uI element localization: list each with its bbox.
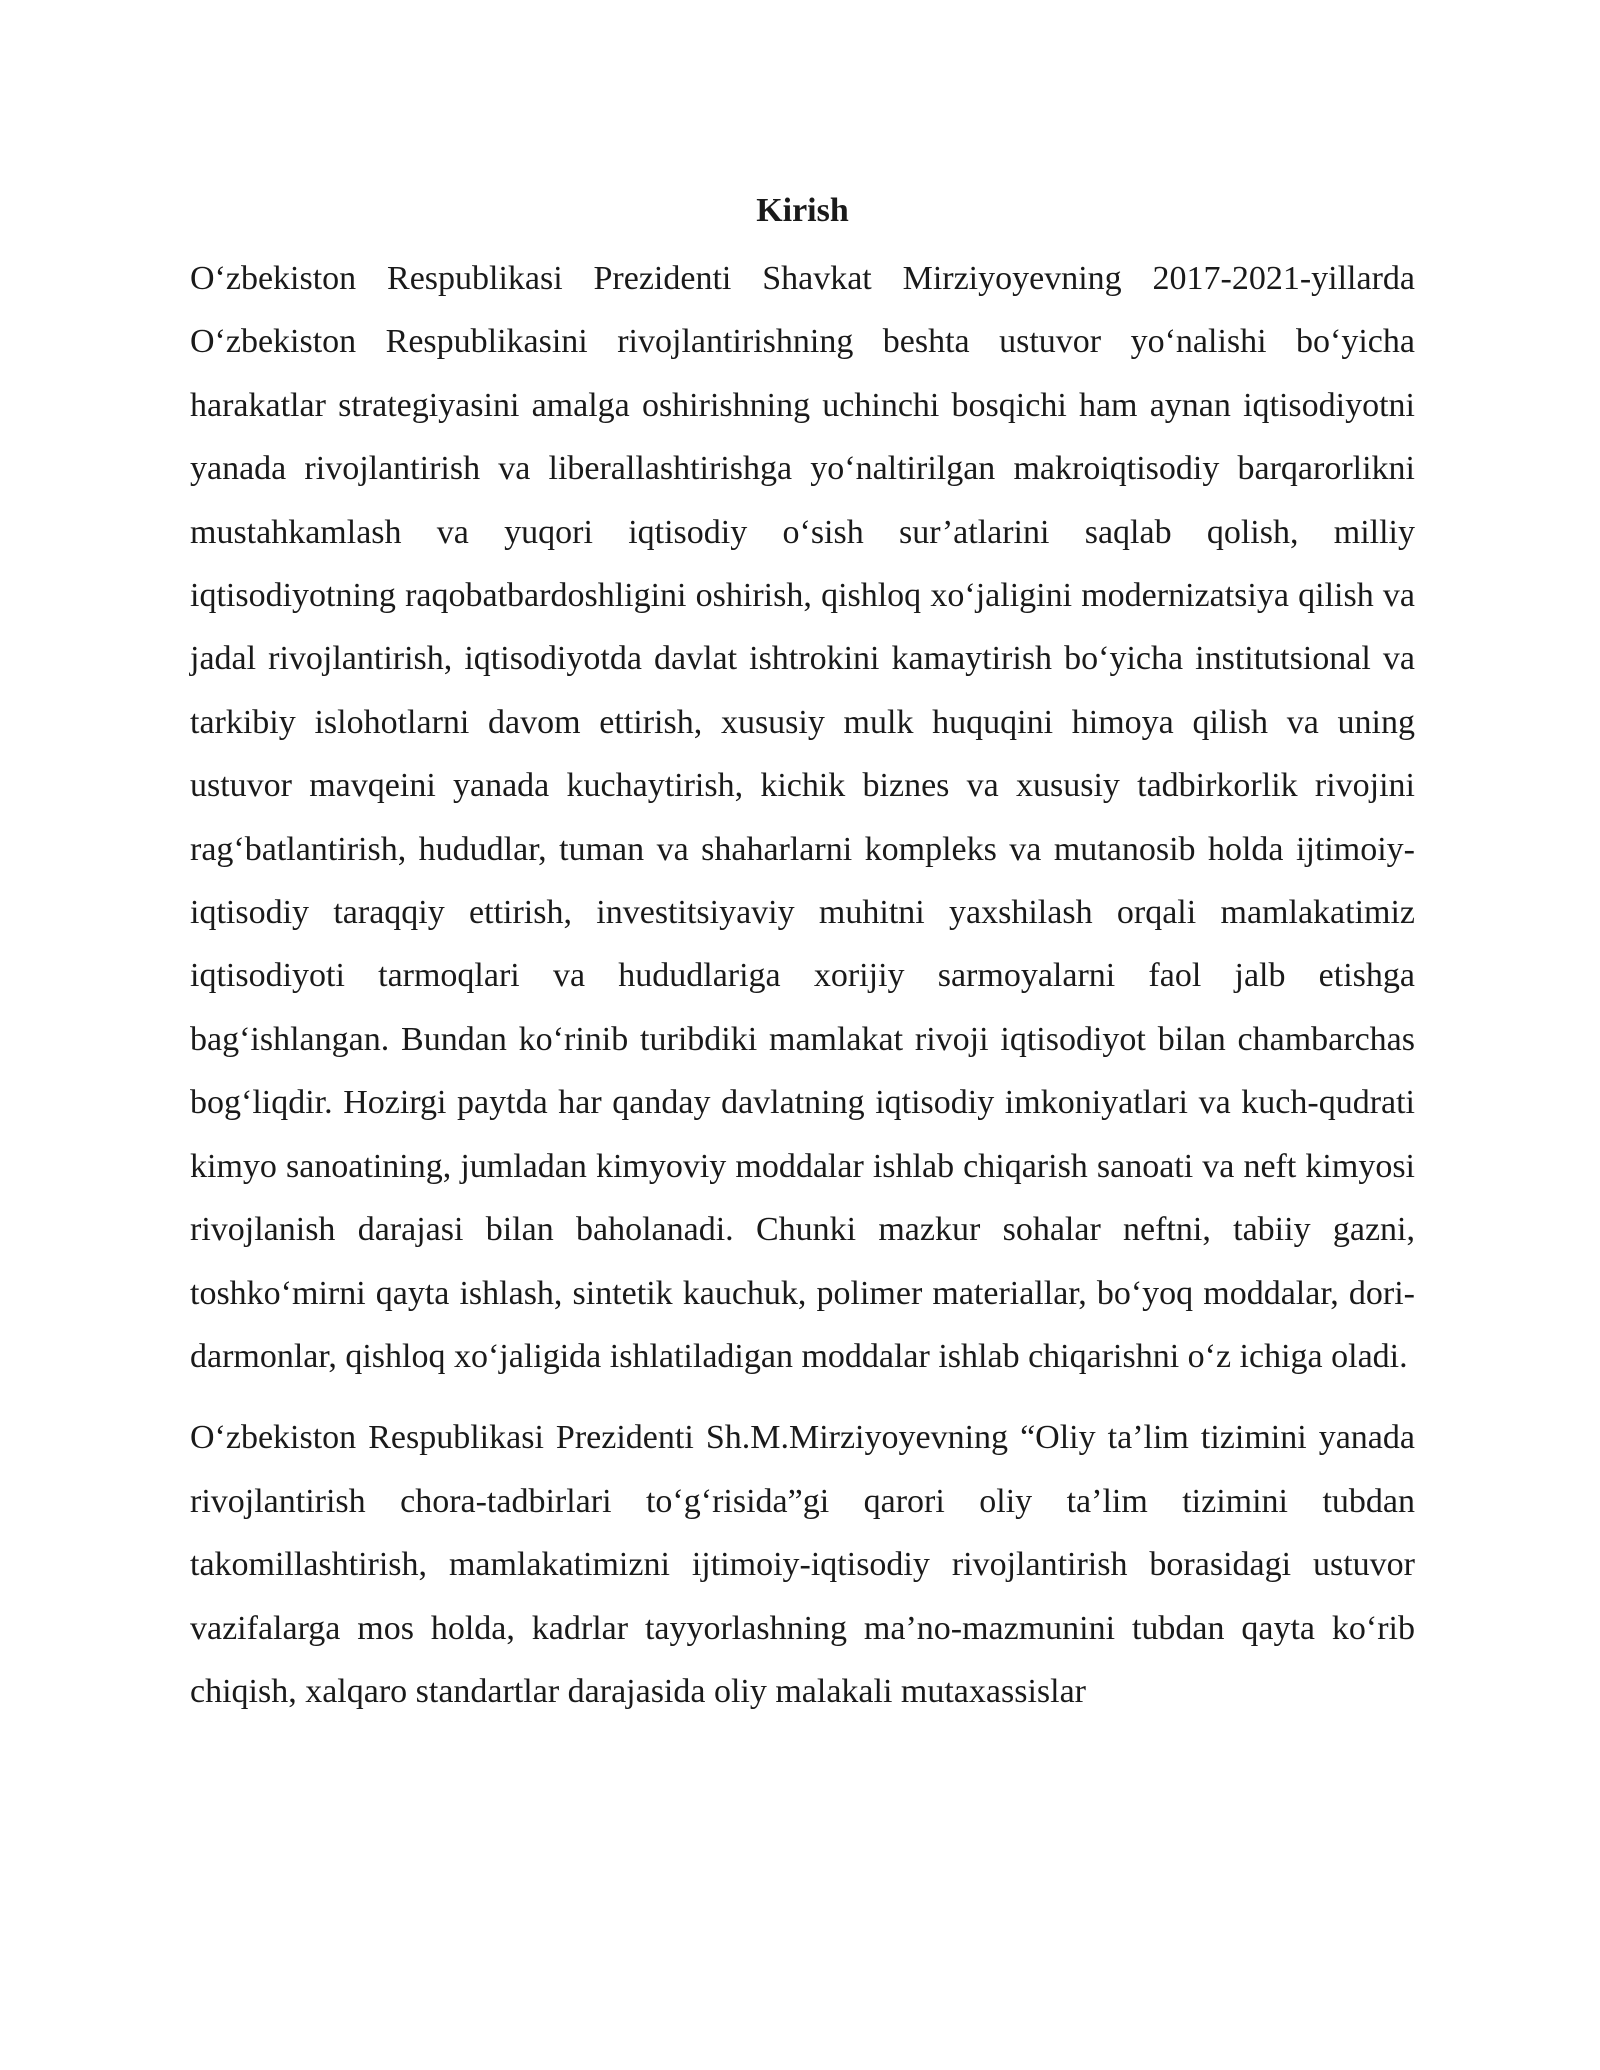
section-title: Kirish (756, 192, 849, 229)
page-body (190, 186, 1415, 1723)
body-paragraph: O‘zbekiston Respublikasi Prezidenti Shavkat Mirziyoyevning 2017-2021-yillarda O‘zbekiston Respublikasini rivojlantirishning beshta ustuvor yo‘nalishi bo‘yicha harakatlar strategiyasini amalga oshirishning uchinchi bosqichi ham aynan iqtisodiyotni yanada rivojlantirish va liberallashtirishga yo‘naltirilgan makroiqtisodiy barqarorlikni mustahkamlash va yuqori iqtisodiy o‘sish sur’atlarini saqlab qolish, milliy iqtisodiyotning raqobatbardoshligini oshirish, qishloq xo‘jaligini modernizatsiya qilish va jadal rivojlantirish, iqtisodiyotda davlat ishtrokini kamaytirish bo‘yicha institutsional va tarkibiy islohotlarni davom ettirish, xususiy mulk huquqini himoya qilish va uning ustuvor mavqeini yanada kuchaytirish, kichik biznes va xususiy tadbirkorlik rivojini rag‘batlantirish, hududlar, tuman va shaharlarni kompleks va mutanosib holda ijtimoiy-iqtisodiy taraqqiy ettirish, investitsiyaviy muhitni yaxshilash orqali mamlakatimiz iqtisodiyoti tarmoqlari va hududlariga xorijiy sarmoyalarni faol jalb etishga bag‘ishlangan. Bundan ko‘rinib turibdiki mamlakat rivoji iqtisodiyot bilan chambarchas bog‘liqdir. Hozirgi paytda har qanday davlatning iqtisodiy imkoniyatlari va kuch-qudrati kimyo sanoatining, jumladan kimyoviy moddalar ishlab chiqarish sanoati va neft kimyosi rivojlanish darajasi bilan baholanadi. Chunki mazkur sohalar neftni, tabiiy gazni, toshko‘mirni qayta ishlash, sintetik kauchuk, polimer materiallar, bo‘yoq moddalar, dori-darmonlar, qishloq xo‘jaligida ishlatiladigan moddalar ishlab chiqarishni o‘z ichiga oladi. (190, 260, 1415, 1375)
body-paragraph: O‘zbekiston Respublikasi Prezidenti Sh.M.Mirziyoyevning “Oliy ta’lim tizimini yanada rivojlantirish chora-tadbirlari to‘g‘risida”gi qarori oliy ta’lim tizimini tubdan takomillashtirish, mamlakatimizni ijtimoiy-iqtisodiy rivojlantirish borasidagi ustuvor vazifalarga mos holda, kadrlar tayyorlashning ma’no-mazmunini tubdan qayta ko‘rib chiqish, xalqaro standartlar darajasida oliy malakali mutaxassislar (190, 1419, 1415, 1710)
